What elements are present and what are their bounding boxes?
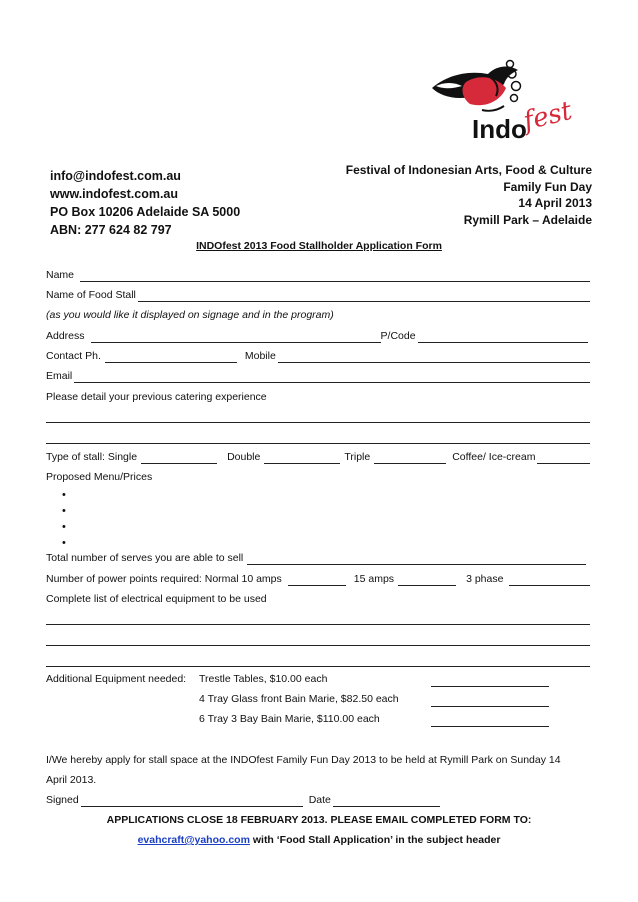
stall-name-note: (as you would like it displayed on signage and in the program) — [46, 309, 334, 321]
stall-coffee-label: Coffee/ Ice-cream — [452, 451, 536, 463]
stall-triple-field[interactable] — [374, 452, 446, 464]
stall-type-row — [46, 450, 590, 464]
power-normal-field[interactable] — [288, 574, 346, 586]
declaration-line-1: I/We hereby apply for stall space at the INDOfest Family Fun Day 2013 to be held at Rymill Park on Sunday 14 — [46, 754, 561, 766]
contact-block — [50, 167, 240, 239]
contact-address: PO Box 10206 Adelaide SA 5000 — [50, 205, 241, 219]
power-normal-label: Number of power points required: Normal 10 amps — [46, 573, 282, 585]
total-serves-row — [46, 551, 590, 565]
equipment-item-trestle: Trestle Tables, $10.00 each — [199, 673, 328, 685]
equipment-field-trestle[interactable] — [431, 686, 549, 687]
stall-coffee-field[interactable] — [537, 452, 590, 464]
declaration-line-2: April 2013. — [46, 774, 97, 786]
indofest-logo — [426, 58, 598, 150]
logo-text: Indo — [472, 114, 527, 144]
stall-triple-label: Triple — [344, 451, 371, 463]
address-field[interactable] — [91, 331, 381, 343]
total-serves-label: Total number of serves you are able to sell — [46, 552, 244, 564]
stall-name-label: Name of Food Stall — [46, 289, 136, 301]
equipment-field-6-tray[interactable] — [431, 726, 549, 727]
postcode-label: P/Code — [380, 330, 416, 342]
address-label: Address — [46, 330, 85, 342]
signature-field[interactable] — [81, 795, 303, 807]
subject-note: with ‘Food Stall Application’ in the subject header — [249, 834, 501, 846]
stall-name-row — [46, 288, 590, 302]
email-label: Email — [46, 370, 73, 382]
bird-mark-icon — [432, 61, 521, 111]
power-15-label: 15 amps — [353, 573, 395, 585]
name-row — [46, 268, 590, 282]
email-row — [46, 369, 590, 383]
equipment-field-4-tray[interactable] — [431, 706, 549, 707]
stall-name-field[interactable] — [138, 290, 590, 302]
contact-abn: ABN: 277 624 82 797 — [50, 223, 172, 237]
menu-bullet-3: • — [62, 521, 66, 533]
email-instruction — [0, 834, 638, 846]
contact-ph-field[interactable] — [105, 351, 237, 363]
name-label: Name — [46, 269, 75, 281]
catering-experience-line-1[interactable] — [46, 422, 590, 423]
form-title: INDOfest 2013 Food Stallholder Application Form — [196, 240, 442, 252]
equipment-item-6-tray: 6 Tray 3 Bay Bain Marie, $110.00 each — [199, 713, 380, 725]
postcode-field[interactable] — [418, 331, 588, 343]
address-row — [46, 329, 590, 343]
total-serves-field[interactable] — [247, 553, 586, 565]
catering-experience-label: Please detail your previous catering experience — [46, 391, 267, 403]
stall-type-label: Type of stall: Single — [46, 451, 138, 463]
email-field[interactable] — [74, 371, 590, 383]
submission-email-link[interactable]: evahcraft@yahoo.com — [137, 834, 250, 846]
menu-bullet-1: • — [62, 489, 66, 501]
mobile-label: Mobile — [244, 350, 276, 362]
menu-bullet-4: • — [62, 537, 66, 549]
catering-experience-line-2[interactable] — [46, 443, 590, 444]
festival-date: 14 April 2013 — [518, 196, 592, 210]
proposed-menu-label: Proposed Menu/Prices — [46, 471, 153, 483]
name-field[interactable] — [80, 270, 590, 282]
electrical-line-2[interactable] — [46, 645, 590, 646]
signed-label: Signed — [46, 794, 79, 806]
menu-bullet-2: • — [62, 505, 66, 517]
festival-event: Family Fun Day — [503, 179, 592, 194]
electrical-line-1[interactable] — [46, 624, 590, 625]
applications-close-notice: APPLICATIONS CLOSE 18 FEBRUARY 2013. PLEASE EMAIL COMPLETED FORM TO: — [106, 814, 532, 826]
signature-row — [46, 793, 440, 807]
power-points-row — [46, 572, 590, 586]
electrical-line-3[interactable] — [46, 666, 590, 667]
festival-block — [346, 162, 592, 228]
festival-name: Festival of Indonesian Arts, Food & Culture — [345, 163, 592, 177]
power-15-field[interactable] — [398, 574, 456, 586]
electrical-list-label: Complete list of electrical equipment to be used — [46, 593, 267, 605]
stall-single-field[interactable] — [141, 452, 217, 464]
date-field[interactable] — [333, 795, 440, 807]
stall-double-label: Double — [227, 451, 261, 463]
mobile-field[interactable] — [278, 351, 590, 363]
phone-row — [46, 349, 590, 363]
date-label: Date — [308, 794, 331, 806]
stall-double-field[interactable] — [264, 452, 340, 464]
festival-venue: Rymill Park – Adelaide — [463, 212, 592, 227]
contact-email: info@indofest.com.au — [50, 169, 181, 183]
equipment-item-4-tray: 4 Tray Glass front Bain Marie, $82.50 each — [199, 693, 399, 705]
power-3phase-field[interactable] — [509, 574, 590, 586]
contact-ph-label: Contact Ph. — [46, 350, 101, 362]
power-3phase-label: 3 phase — [466, 573, 504, 585]
contact-website: www.indofest.com.au — [50, 187, 179, 201]
equipment-label: Additional Equipment needed: — [46, 673, 187, 685]
logo-script-text: fest — [520, 95, 576, 137]
